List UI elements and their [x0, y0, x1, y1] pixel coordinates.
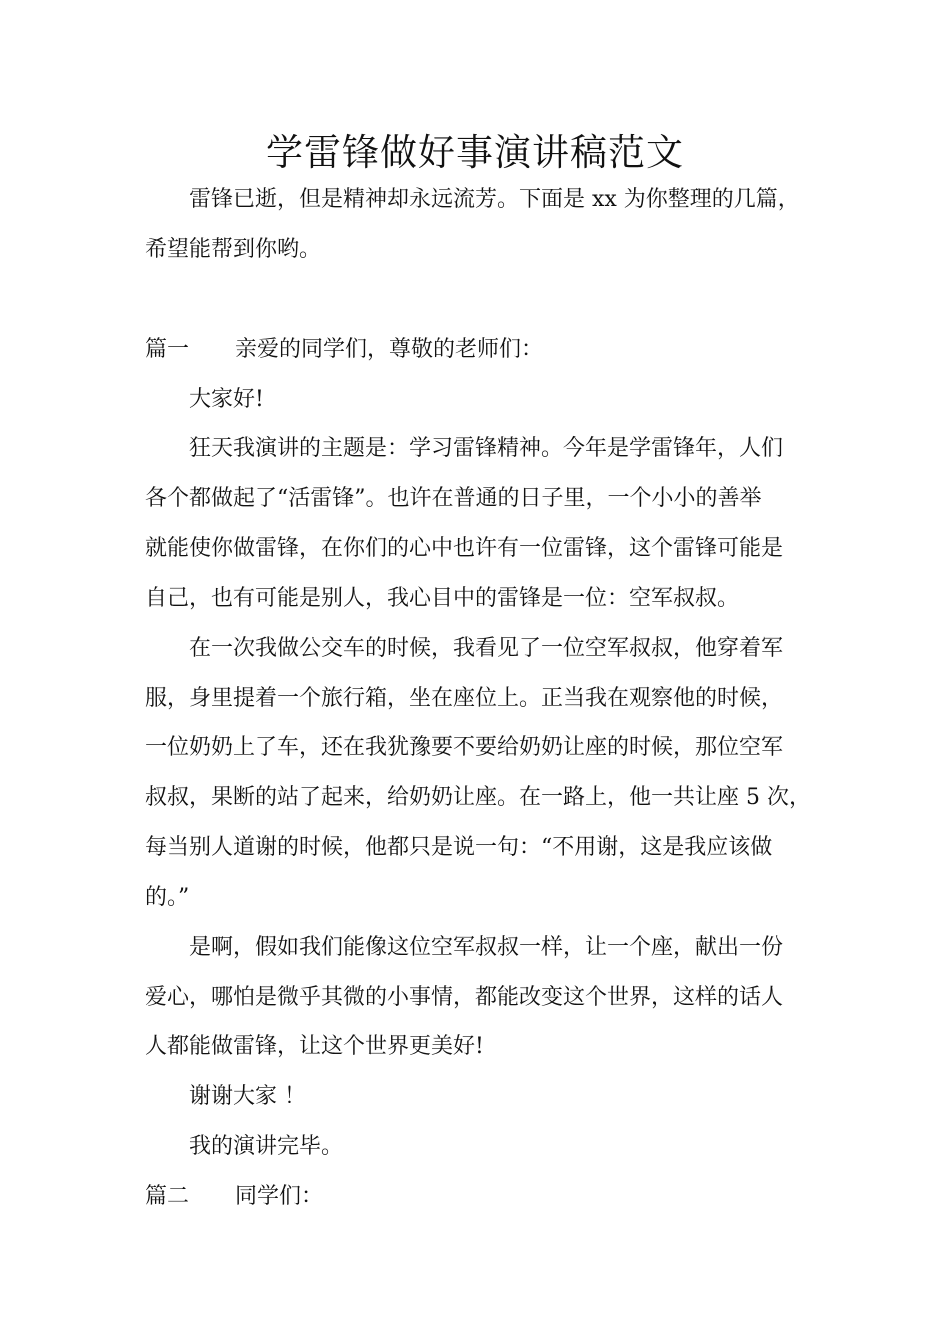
section-2-salutation: 同学们： [235, 1184, 324, 1209]
closing-line: 我的演讲完毕。 [189, 1134, 344, 1159]
body-line: 的。” [145, 885, 190, 910]
section-1-label: 篇一 [145, 337, 190, 362]
body-line: 一位奶奶上了车，还在我犹豫要不要给奶奶让座的时候，那位空军 [145, 735, 784, 760]
body-line: 就能使你做雷锋，在你们的心中也许有一位雷锋，这个雷锋可能是 [145, 536, 784, 561]
intro-line-2: 希望能帮到你哟。 [145, 237, 322, 262]
body-line: 各个都做起了“活雷锋”。也许在普通的日子里，一个小小的善举 [145, 486, 762, 511]
section-1-heading [145, 335, 835, 365]
section-1-salutation: 亲爱的同学们，尊敬的老师们： [235, 337, 544, 362]
thanks-line: 谢谢大家 ！ [189, 1084, 306, 1109]
body-line: 每当别人道谢的时候，他都只是说一句：“不用谢，这是我应该做 [145, 835, 773, 860]
intro-line-1: 雷锋已逝，但是精神却永远流芳。下面是 xx 为你整理的几篇， [189, 187, 800, 212]
body-line: 人都能做雷锋，让这个世界更美好! [145, 1034, 484, 1059]
section-2-label: 篇二 [145, 1184, 190, 1209]
body-line: 在一次我做公交车的时候，我看见了一位空军叔叔，他穿着军 [189, 636, 784, 661]
document-title: 学雷锋做好事演讲稿范文 [266, 131, 684, 174]
body-line: 是啊，假如我们能像这位空军叔叔一样，让一个座，献出一份 [189, 935, 784, 960]
body-line: 狂天我演讲的主题是：学习雷锋精神。今年是学雷锋年，人们 [189, 436, 784, 461]
greeting-line: 大家好! [189, 387, 264, 412]
body-line: 叔叔，果断的站了起来，给奶奶让座。在一路上，他一共让座 5 次， [145, 785, 811, 810]
section-2-heading [145, 1182, 835, 1212]
body-line: 自己，也有可能是别人，我心目中的雷锋是一位：空军叔叔。 [145, 586, 740, 611]
body-line: 服，身里提着一个旅行箱，坐在座位上。正当我在观察他的时候， [145, 686, 784, 711]
body-line: 爱心，哪怕是微乎其微的小事情，都能改变这个世界，这样的话人 [145, 985, 784, 1010]
